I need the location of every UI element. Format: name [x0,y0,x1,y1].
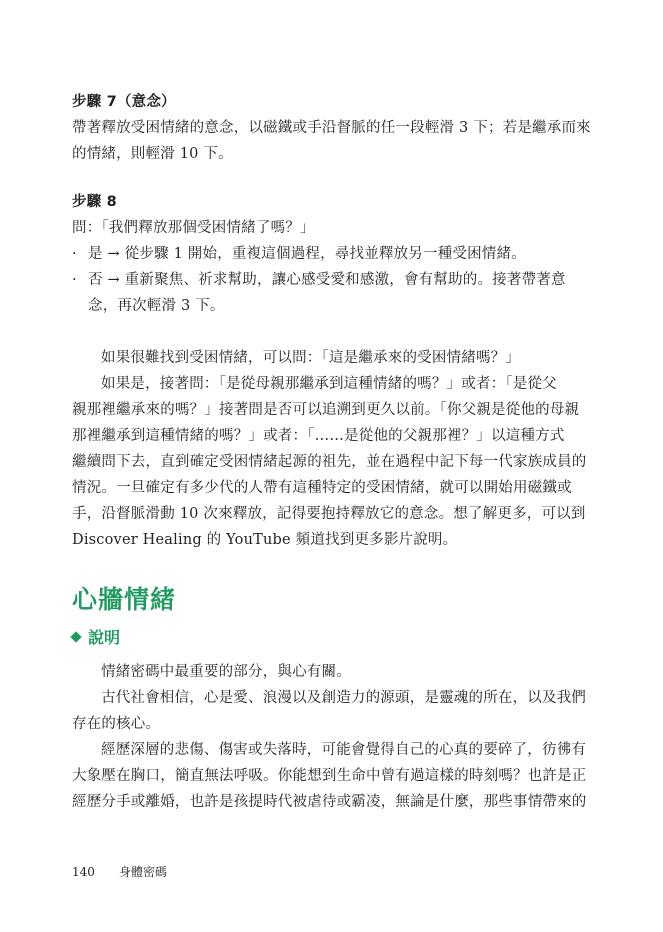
step7-text-line: 的情緒，則輕滑 10 下。 [72,146,233,162]
body-paragraph: 情緒密碼中最重要的部分，與心有關。 [101,664,351,680]
bullet-marker: · [72,272,77,288]
body-line: 存在的核心。 [72,716,161,732]
step8-yes-text: 是 → 從步驟 1 開始，重複這個過程，尋找並釋放另一種受困情緒。 [88,246,526,262]
body-line: 經歷分手或離婚，也許是孩提時代被虐待或霸凌，無論是什麼，那些事情帶來的 [72,794,587,810]
step8-no-text-cont: 念，再次輕滑 3 下。 [88,298,225,314]
step8-yes-item [72,244,592,264]
step7-heading: 步驟 7（意念） [72,94,176,110]
diamond-bullet-icon [70,631,81,642]
section-title: 心牆情緒 [72,585,177,614]
running-footer-title: 身體密碼 [119,865,168,879]
step8-no-text: 否 → 重新聚焦、祈求幫助，讓心感受愛和感激，會有幫助的。接著帶著意 [88,272,566,288]
step7-text-line: 帶著釋放受困情緒的意念，以磁鐵或手沿督脈的任一段輕滑 3 下；若是繼承而來 [72,120,591,136]
bullet-marker: · [72,246,77,262]
step8-no-item [72,270,592,290]
body-line: 大象壓在胸口，簡直無法呼吸。你能想到生命中曾有過這樣的時刻嗎？也許是正 [72,768,587,784]
body-line: 手，沿督脈滑動 10 次來釋放，記得要抱持釋放它的意念。想了解更多，可以到 [72,506,586,522]
step8-heading: 步驟 8 [72,194,117,210]
step8-question: 問：「我們釋放那個受困情緒了嗎？」 [72,220,315,236]
body-paragraph: 如果是，接著問：「是從母親那繼承到這種情緒的嗎？」或者：「是從父 [101,376,557,392]
page-number: 140 [72,865,95,879]
body-line: 那裡繼承到這種情緒的嗎？」或者：「……是從他的父親那裡？」以這種方式 [72,428,565,444]
body-paragraph: 經歷深層的悲傷、傷害或失落時，可能會覺得自己的心真的要碎了，彷彿有 [101,742,587,758]
section-subtitle [72,627,120,649]
body-paragraph: 如果很難找到受困情緒，可以問：「這是繼承來的受困情緒嗎？」 [101,350,521,366]
body-line: Discover Healing 的 YouTube 頻道找到更多影片說明。 [72,532,458,548]
section-subtitle-text: 說明 [88,628,121,647]
body-line: 情況。一旦確定有多少代的人帶有這種特定的受困情緒，就可以開始用磁鐵或 [72,480,572,496]
body-paragraph: 古代社會相信，心是愛、浪漫以及創造力的源頭，是靈魂的所在，以及我們 [101,690,587,706]
body-line: 繼續問下去，直到確定受困情緒起源的祖先，並在過程中記下每一代家族成員的 [72,454,587,470]
body-line: 親那裡繼承來的嗎？」接著問是否可以追溯到更久以前。「你父親是從他的母親 [72,402,580,418]
